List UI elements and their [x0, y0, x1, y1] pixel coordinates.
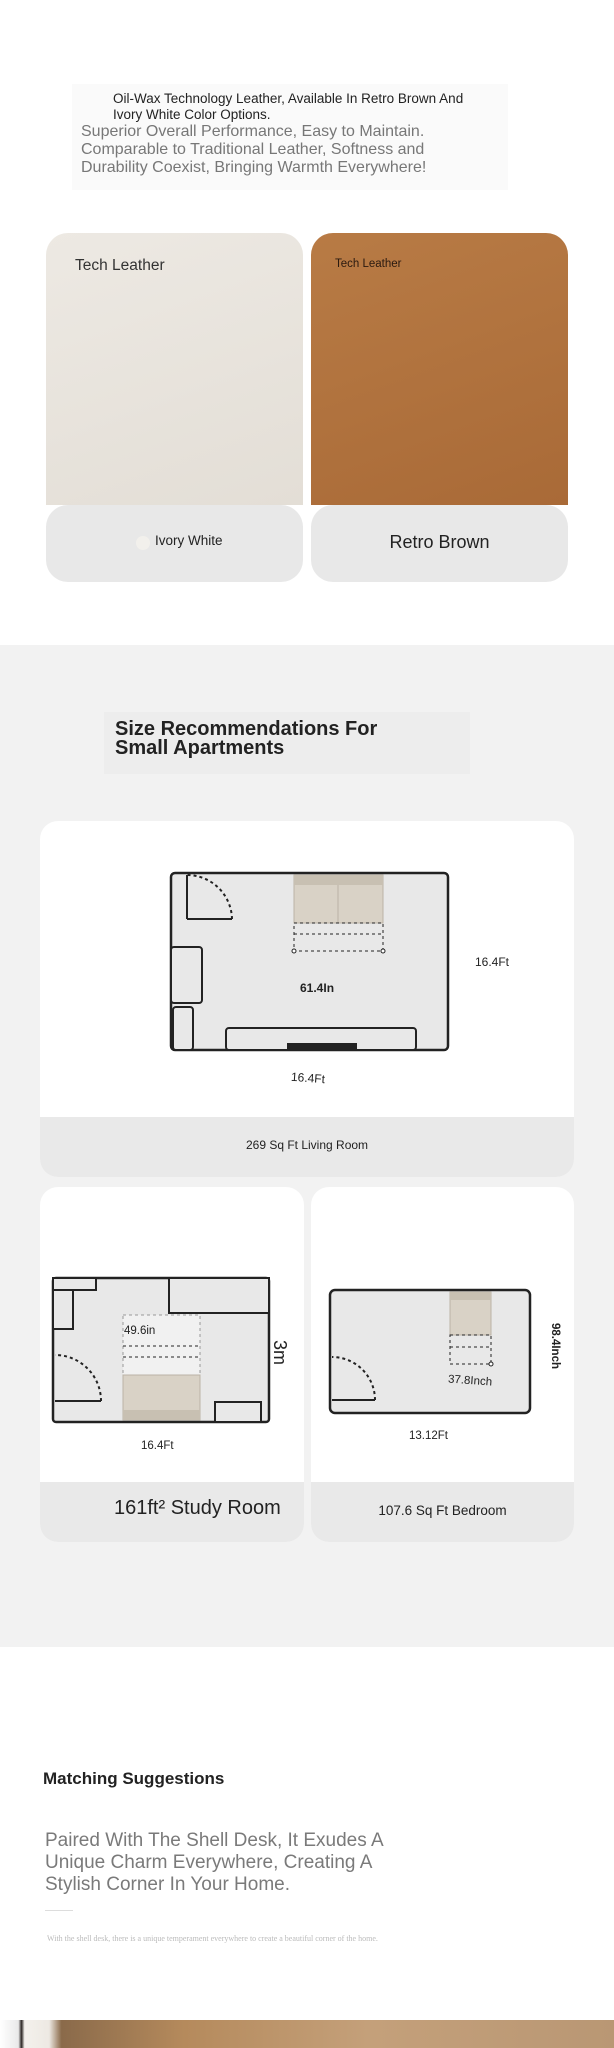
living-room-label: 269 Sq Ft Living Room — [245, 1138, 369, 1152]
intro-title: Oil-Wax Technology Leather, Available In Retro Brown And Ivory White Color Options. — [113, 91, 464, 122]
living-room-label-band — [40, 1117, 574, 1177]
material-tag: Tech Leather — [75, 257, 165, 274]
material-card-retro-brown[interactable] — [311, 233, 568, 582]
desk-photo — [0, 2020, 614, 2048]
intro-description: Superior Overall Performance, Easy to Maintain. Comparable to Traditional Leather, Softness and Durability Coexist, Bringing Warmth Everywhere! — [81, 123, 427, 176]
matching-title: Matching Suggestions — [43, 1769, 225, 1788]
size-title: Size Recommendations For Small Apartments — [115, 718, 378, 759]
bedroom-label-band — [311, 1482, 574, 1542]
material-label-band — [311, 505, 568, 582]
bedroom-width-label: 13.12Ft — [409, 1430, 448, 1442]
bedroom-label: 107.6 Sq Ft Bedroom — [378, 1503, 507, 1518]
study-room-label-band — [40, 1482, 304, 1542]
study-room-label: 161ft² Study Room — [114, 1497, 281, 1519]
material-tag: Tech Leather — [335, 258, 402, 270]
material-name: Retro Brown — [389, 532, 490, 552]
retro-brown-swatch — [311, 233, 568, 505]
study-distance-label: 49.6in — [124, 1325, 156, 1337]
living-depth-label: 16.4Ft — [475, 955, 510, 969]
matching-caption: With the shell desk, there is a unique temperament everywhere to create a beautiful corner of the home. — [47, 1934, 378, 1943]
material-name: Ivory White — [155, 533, 223, 548]
living-width-label: 16.4Ft — [290, 1069, 326, 1087]
color-dot-icon — [136, 536, 150, 550]
material-card-ivory-white[interactable] — [46, 233, 303, 582]
living-room-card — [40, 821, 574, 1177]
bedroom-card — [311, 1187, 574, 1542]
living-distance-label: 61.4In — [300, 981, 335, 995]
bedroom-depth-label: 98.4Inch — [549, 1322, 562, 1370]
divider — [45, 1910, 73, 1911]
matching-description: Paired With The Shell Desk, It Exudes A Unique Charm Everywhere, Creating A Stylish Corner In Your Home. — [45, 1830, 383, 1895]
study-room-card — [40, 1187, 304, 1542]
bedroom-distance-label: 37.8Inch — [447, 1373, 493, 1389]
material-label-band — [46, 505, 303, 582]
study-width-label: 16.4Ft — [141, 1440, 174, 1452]
study-depth-label: 3m — [270, 1339, 291, 1366]
